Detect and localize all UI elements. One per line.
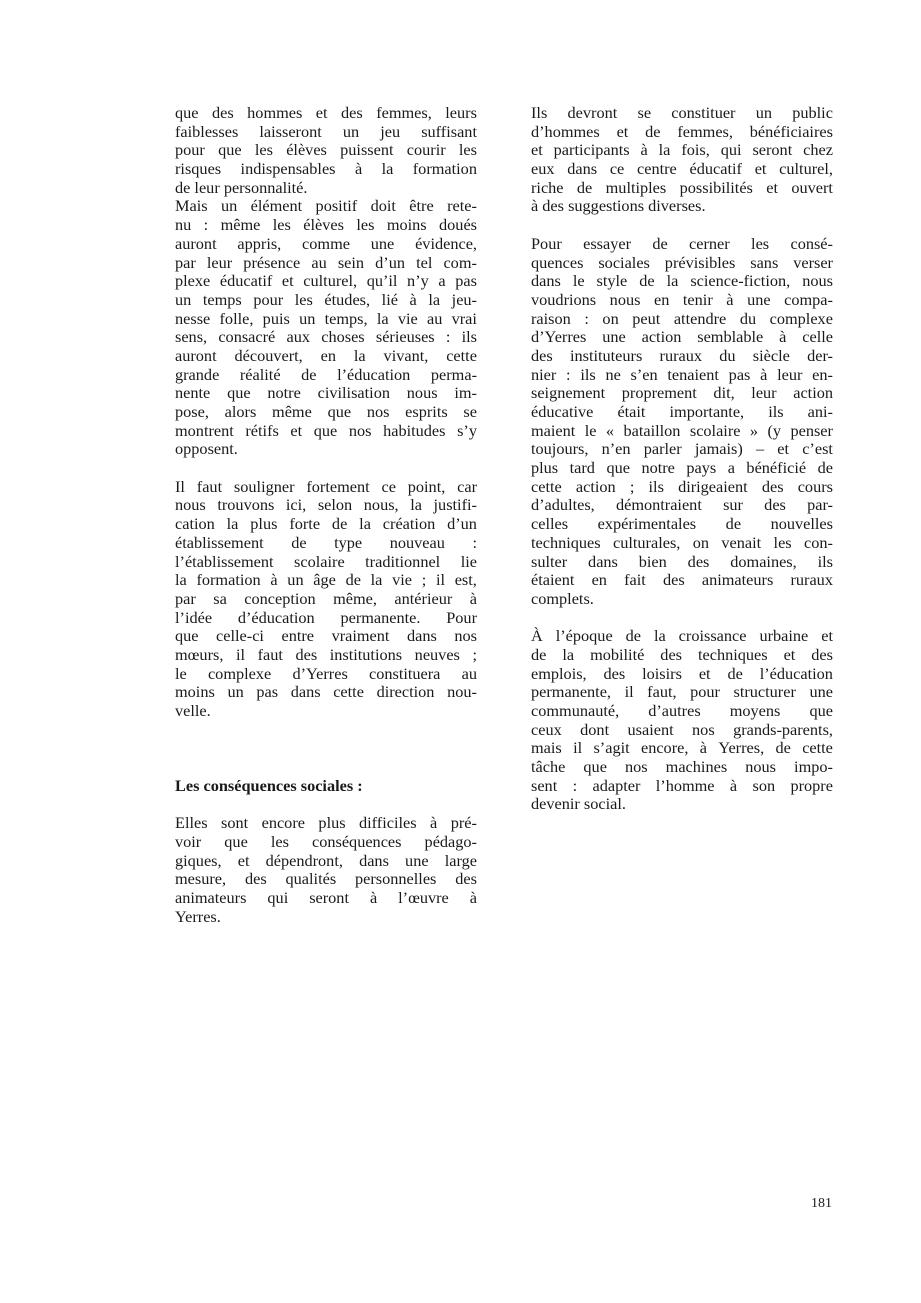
text-line: maient le « bataillon scolaire » (y penser bbox=[531, 420, 833, 440]
text-line: emplois, des loisirs et de l’éducation bbox=[531, 663, 833, 683]
text-line: plexe éducatif et culturel, qu’il n’y a pas bbox=[175, 271, 477, 291]
text-line: la formation à un âge de la vie ; il est, bbox=[175, 570, 477, 590]
text-line: velle. bbox=[175, 701, 211, 720]
text-line: pour que les élèves puissent courir les bbox=[175, 140, 477, 160]
text-line: Mais un élément positif doit être rete- bbox=[175, 196, 477, 216]
text-line: éducative était importante, ils ani- bbox=[531, 402, 833, 421]
text-line: nente que notre civilisation nous im- bbox=[175, 383, 477, 403]
text-line: riche de multiples possibilités et ouvert bbox=[531, 177, 833, 197]
text-line: par sa conception même, antérieur à bbox=[175, 588, 477, 608]
text-line: faiblesses laisseront un jeu suffisant bbox=[175, 121, 477, 141]
text-line: auront découvert, en la vivant, cette bbox=[175, 345, 477, 365]
text-line: nous trouvons ici, selon nous, la justifi- bbox=[175, 495, 477, 515]
text-line: un temps pour les études, lié à la jeu- bbox=[175, 289, 477, 309]
text-line: seignement proprement dit, leur action bbox=[531, 383, 833, 403]
text-line: nier : ils ne s’en tenaient pas à leur en- bbox=[531, 364, 833, 384]
text-line: opposent. bbox=[175, 439, 238, 459]
paragraph-gap bbox=[175, 795, 477, 814]
text-line: nesse folle, puis un temps, la vie au vrai bbox=[175, 308, 477, 328]
paragraph bbox=[175, 814, 477, 926]
paragraph bbox=[531, 104, 833, 216]
section-gap bbox=[175, 758, 477, 777]
section-gap bbox=[175, 721, 477, 758]
paragraph bbox=[531, 235, 833, 609]
paragraph-gap bbox=[531, 609, 833, 628]
text-line: nu : même les élèves les moins doués bbox=[175, 215, 477, 235]
text-line: devenir social. bbox=[531, 794, 626, 814]
text-line: celles expérimentales de nouvelles bbox=[531, 514, 833, 534]
text-line: dans le style de la science-fiction, nous bbox=[531, 271, 833, 291]
text-line: giques, et dépendront, dans une large bbox=[175, 850, 477, 870]
text-line: de la mobilité des techniques et des bbox=[531, 644, 833, 664]
text-line: cette action ; ils dirigeaient des cours bbox=[531, 476, 833, 496]
text-line: que celle-ci entre vraiment dans nos bbox=[175, 626, 477, 646]
text-line: Elles sont encore plus difficiles à pré- bbox=[175, 813, 477, 833]
text-line: d’adultes, démontraient sur des par- bbox=[531, 495, 833, 515]
left-column bbox=[175, 104, 477, 926]
text-line: risques indispensables à la formation bbox=[175, 159, 477, 179]
text-line: animateurs qui seront à l’œuvre à bbox=[175, 887, 477, 907]
text-line: Ils devront se constituer un public bbox=[531, 103, 833, 122]
text-line: l’idée d’éducation permanente. Pour bbox=[175, 607, 477, 627]
section-heading: Les conséquences sociales : bbox=[175, 775, 363, 795]
text-line: communauté, d’autres moyens que bbox=[531, 701, 833, 720]
right-column bbox=[531, 104, 833, 814]
text-line: des instituteurs ruraux du siècle der- bbox=[531, 345, 833, 365]
text-line: que des hommes et des femmes, leurs bbox=[175, 103, 477, 122]
text-line: toujours, n’en parler jamais) – et c’est bbox=[531, 439, 833, 459]
text-line: mais il s’agit encore, à Yerres, de cette bbox=[531, 738, 833, 758]
text-line: sent : adapter l’homme à son propre bbox=[531, 775, 833, 795]
text-line: sulter dans bien des domaines, ils bbox=[531, 551, 833, 571]
text-line: par leur présence au sein d’un tel com- bbox=[175, 252, 477, 272]
text-line: mesure, des qualités personnelles des bbox=[175, 869, 477, 889]
text-line: moins un pas dans cette direction nou- bbox=[175, 682, 477, 702]
text-line: quences sociales prévisibles sans verser bbox=[531, 252, 833, 272]
text-line: et participants à la fois, qui seront chez bbox=[531, 140, 833, 160]
text-line: auront appris, comme une évidence, bbox=[175, 233, 477, 253]
paragraph bbox=[175, 478, 477, 721]
text-line: de leur personnalité. bbox=[175, 177, 308, 197]
text-line: mœurs, il faut des institutions neuves ; bbox=[175, 644, 477, 664]
paragraph-gap bbox=[531, 216, 833, 235]
text-line: d’Yerres une action semblable à celle bbox=[531, 327, 833, 347]
text-line: voir que les conséquences pédago- bbox=[175, 831, 477, 851]
text-line: sens, consacré aux choses sérieuses : ils bbox=[175, 327, 477, 347]
text-line: permanente, il faut, pour structurer une bbox=[531, 682, 833, 702]
paragraph-gap bbox=[175, 459, 477, 478]
paragraph bbox=[175, 104, 477, 197]
text-line: l’établissement scolaire traditionnel lie bbox=[175, 551, 477, 571]
text-line: grande réalité de l’éducation perma- bbox=[175, 364, 477, 384]
text-line: montrent rétifs et que nos habitudes s’y bbox=[175, 420, 477, 440]
text-line: ceux dont usaient nos grands-parents, bbox=[531, 719, 833, 739]
text-line: établissement de type nouveau : bbox=[175, 532, 477, 552]
text-line: tâche que nos machines nous impo- bbox=[531, 757, 833, 777]
paragraph bbox=[175, 197, 477, 459]
text-line: Il faut souligner fortement ce point, car bbox=[175, 476, 477, 496]
text-line: raison : on peut attendre du complexe bbox=[531, 308, 833, 328]
page-number: 181 bbox=[811, 1196, 832, 1211]
text-line: le complexe d’Yerres constituera au bbox=[175, 663, 477, 683]
text-line: Pour essayer de cerner les consé- bbox=[531, 233, 833, 253]
text-line: À l’époque de la croissance urbaine et bbox=[531, 626, 833, 646]
text-line: complets. bbox=[531, 588, 594, 608]
text-line: plus tard que notre pays a bénéficié de bbox=[531, 458, 833, 478]
text-line: voudrions nous en tenir à une compa- bbox=[531, 289, 833, 309]
text-line: d’hommes et de femmes, bénéficiaires bbox=[531, 121, 833, 141]
text-line: cation la plus forte de la création d’un bbox=[175, 514, 477, 534]
text-line: Yerres. bbox=[175, 906, 221, 926]
text-line: techniques culturales, on venait les con- bbox=[531, 532, 833, 552]
text-line: étaient en fait des animateurs ruraux bbox=[531, 570, 833, 590]
text-line: à des suggestions diverses. bbox=[531, 196, 706, 216]
text-line: pose, alors même que nos esprits se bbox=[175, 402, 477, 421]
text-line: eux dans ce centre éducatif et culturel, bbox=[531, 159, 833, 179]
paragraph bbox=[531, 627, 833, 814]
